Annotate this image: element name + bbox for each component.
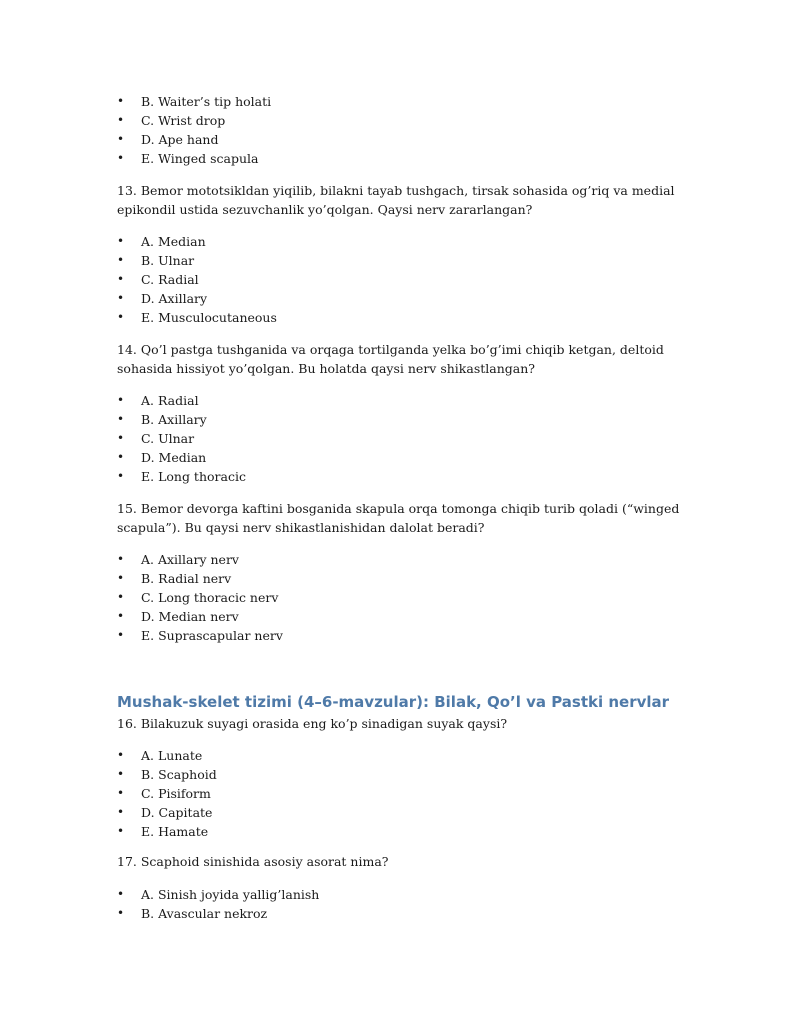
option-text: D. Median <box>141 450 207 465</box>
bullet-icon: • <box>117 310 125 324</box>
option-item <box>117 569 687 588</box>
option-item <box>117 289 687 308</box>
bullet-icon: • <box>117 748 125 762</box>
question-15-options <box>117 550 687 645</box>
option-text: B. Avascular nekroz <box>141 906 268 921</box>
option-item <box>117 232 687 251</box>
option-text: C. Long thoracic nerv <box>141 590 279 605</box>
question-15-text: 15. Bemor devorga kaftini bosganida skapula orqa tomonga chiqib turib qoladi (“winged scapula”). Bu qaysi nerv shikastlanishidan dalolat beradi? <box>117 501 680 535</box>
bullet-icon: • <box>117 767 125 781</box>
question-16-text: 16. Bilakuzuk suyagi orasida eng ko’p sinadigan suyak qaysi? <box>117 716 508 731</box>
section-heading: Mushak-skelet tizimi (4–6-mavzular): Bilak, Qo’l va Pastki nervlar <box>117 693 670 711</box>
bullet-icon: • <box>117 609 125 623</box>
option-text: C. Wrist drop <box>141 113 226 128</box>
bullet-icon: • <box>117 786 125 800</box>
option-item <box>117 92 687 111</box>
question-17-options-block <box>117 885 687 923</box>
option-text: A. Median <box>141 234 206 249</box>
question-12-options <box>117 92 687 168</box>
option-item <box>117 904 687 923</box>
option-item <box>117 626 687 645</box>
option-text: E. Hamate <box>141 824 209 839</box>
question-14-block <box>117 340 687 378</box>
option-item <box>117 270 687 289</box>
question-15-options-block <box>117 550 687 645</box>
bullet-icon: • <box>117 469 125 483</box>
bullet-icon: • <box>117 590 125 604</box>
option-item <box>117 550 687 569</box>
option-text: B. Scaphoid <box>141 767 217 782</box>
bullet-icon: • <box>117 628 125 642</box>
option-text: C. Ulnar <box>141 431 195 446</box>
option-text: A. Radial <box>141 393 199 408</box>
question-14-text: 14. Qo’l pastga tushganida va orqaga tortilganda yelka bo’g’imi chiqib ketgan, deltoid sohasida hissiyot yo’qolgan. Bu holatda qaysi nerv shikastlangan? <box>117 342 664 376</box>
option-text: E. Winged scapula <box>141 151 259 166</box>
option-item <box>117 410 687 429</box>
bullet-icon: • <box>117 393 125 407</box>
question-13-options-block <box>117 232 687 327</box>
question-13-block <box>117 181 687 219</box>
bullet-icon: • <box>117 272 125 286</box>
option-text: D. Capitate <box>141 805 213 820</box>
option-text: E. Musculocutaneous <box>141 310 277 325</box>
bullet-icon: • <box>117 571 125 585</box>
option-item <box>117 149 687 168</box>
option-text: A. Lunate <box>141 748 203 763</box>
option-text: C. Pisiform <box>141 786 211 801</box>
bullet-icon: • <box>117 824 125 838</box>
bullet-icon: • <box>117 253 125 267</box>
bullet-icon: • <box>117 906 125 920</box>
option-text: E. Suprascapular nerv <box>141 628 283 643</box>
bullet-icon: • <box>117 151 125 165</box>
option-item <box>117 746 687 765</box>
option-item <box>117 885 687 904</box>
question-12-options-block <box>117 92 687 168</box>
option-item <box>117 784 687 803</box>
question-14-options <box>117 391 687 486</box>
option-text: B. Ulnar <box>141 253 195 268</box>
bullet-icon: • <box>117 113 125 127</box>
option-item <box>117 308 687 327</box>
question-15-block <box>117 499 687 537</box>
option-text: A. Axillary nerv <box>141 552 239 567</box>
option-text: E. Long thoracic <box>141 469 246 484</box>
option-text: C. Radial <box>141 272 199 287</box>
option-item <box>117 765 687 784</box>
bullet-icon: • <box>117 805 125 819</box>
option-text: D. Median nerv <box>141 609 239 624</box>
question-13-text: 13. Bemor mototsikldan yiqilib, bilakni tayab tushgach, tirsak sohasida og’riq va medial epikondil ustida sezuvchanlik yo’qolgan. Qaysi nerv zararlangan? <box>117 183 675 217</box>
bullet-icon: • <box>117 552 125 566</box>
option-item <box>117 391 687 410</box>
option-item <box>117 429 687 448</box>
bullet-icon: • <box>117 234 125 248</box>
option-item <box>117 448 687 467</box>
question-13-options <box>117 232 687 327</box>
question-16-block <box>117 714 687 733</box>
option-text: B. Axillary <box>141 412 207 427</box>
option-item <box>117 607 687 626</box>
question-14-options-block <box>117 391 687 486</box>
option-text: A. Sinish joyida yallig’lanish <box>141 887 320 902</box>
question-17-options <box>117 885 687 923</box>
question-16-options <box>117 746 687 841</box>
section-heading-block <box>117 692 737 712</box>
option-item <box>117 111 687 130</box>
bullet-icon: • <box>117 412 125 426</box>
bullet-icon: • <box>117 450 125 464</box>
question-16-options-block <box>117 746 687 841</box>
option-item <box>117 822 687 841</box>
option-text: B. Radial nerv <box>141 571 232 586</box>
option-text: B. Waiter’s tip holati <box>141 94 272 109</box>
question-17-block <box>117 852 687 871</box>
option-text: D. Axillary <box>141 291 208 306</box>
option-item <box>117 588 687 607</box>
option-item <box>117 803 687 822</box>
option-text: D. Ape hand <box>141 132 219 147</box>
bullet-icon: • <box>117 291 125 305</box>
option-item <box>117 467 687 486</box>
option-item <box>117 251 687 270</box>
bullet-icon: • <box>117 431 125 445</box>
bullet-icon: • <box>117 132 125 146</box>
option-item <box>117 130 687 149</box>
bullet-icon: • <box>117 94 125 108</box>
question-17-text: 17. Scaphoid sinishida asosiy asorat nima? <box>117 854 389 869</box>
bullet-icon: • <box>117 887 125 901</box>
